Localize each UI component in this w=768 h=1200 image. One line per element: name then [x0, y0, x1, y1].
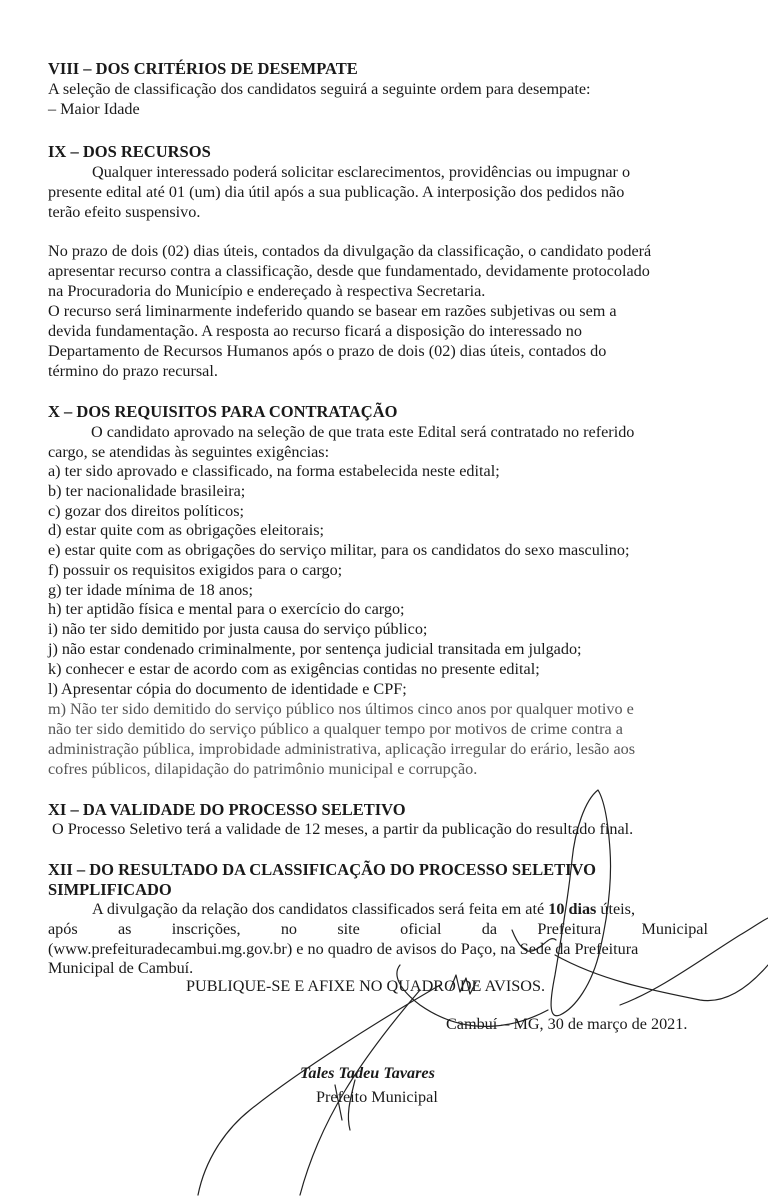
requirement-item-m-line: cofres públicos, dilapidação do patrimônio municipal e corrupção. — [48, 760, 478, 778]
requirement-item-m-line: m) Não ter sido demitido do serviço público nos últimos cinco anos por qualquer motivo e — [48, 700, 634, 718]
requirement-item: h) ter aptidão física e mental para o exercício do cargo; — [48, 600, 405, 618]
section-12-paragraph-line — [92, 900, 635, 919]
requirement-item-m-line: administração pública, improbidade administrativa, aplicação irregular do erário, lesão aos — [48, 740, 636, 758]
section-9-paragraph-2-line: término do prazo recursal. — [48, 362, 218, 380]
section-12-heading-continued: SIMPLIFICADO — [48, 880, 172, 899]
word: inscrições, — [171, 920, 241, 938]
word: da — [481, 920, 498, 938]
requirement-item-m-line: não ter sido demitido do serviço público a qualquer tempo por motivos de crime contra a — [48, 720, 623, 738]
section-11-text: O Processo Seletivo terá a validade de 12 meses, a partir da publicação do resultado final. — [52, 820, 634, 838]
section-12-heading — [48, 860, 708, 879]
requirement-item: c) gozar dos direitos políticos; — [48, 502, 245, 520]
word: Prefeitura — [537, 920, 602, 938]
signer-name: Tales Tadeu Tavares — [300, 1064, 435, 1082]
requirement-item: l) Apresentar cópia do documento de identidade e CPF; — [48, 680, 407, 698]
section-9-paragraph-2-line: na Procuradoria do Município e endereçado à respectiva Secretaria. — [48, 282, 486, 300]
requirement-item: e) estar quite com as obrigações do serviço militar, para os candidatos do sexo masculino; — [48, 541, 630, 559]
section-12-bold-deadline: 10 dias — [548, 900, 597, 918]
section-9-paragraph-2-line: No prazo de dois (02) dias úteis, contados da divulgação da classificação, o candidato poderá — [48, 242, 652, 260]
section-10-intro-line: cargo, se atendidas às seguintes exigências: — [48, 443, 330, 461]
requirement-item: g) ter idade mínima de 18 anos; — [48, 581, 253, 599]
requirement-item: d) estar quite com as obrigações eleitorais; — [48, 521, 324, 539]
requirement-item: j) não estar condenado criminalmente, por sentença judicial transitada em julgado; — [48, 640, 582, 658]
word: as — [117, 920, 132, 938]
word: Municipal — [641, 920, 708, 938]
section-12-text: A divulgação da relação dos candidatos classificados será feita em até — [92, 900, 545, 918]
section-9-paragraph-1-line: presente edital até 01 (um) dia útil após a sua publicação. A interposição dos pedidos não — [48, 183, 625, 201]
section-12-text: úteis, — [600, 900, 636, 918]
requirement-item: i) não ter sido demitido por justa causa do serviço público; — [48, 620, 428, 638]
word: após — [48, 920, 78, 938]
section-8-heading: VIII – DOS CRITÉRIOS DE DESEMPATE — [48, 59, 358, 78]
section-8-text: A seleção de classificação dos candidatos seguirá a seguinte ordem para desempate: — [48, 80, 591, 98]
word: oficial — [400, 920, 442, 938]
section-10-intro-line: O candidato aprovado na seleção de que trata este Edital será contratado no referido — [91, 423, 635, 441]
section-10-heading: X – DOS REQUISITOS PARA CONTRATAÇÃO — [48, 402, 398, 421]
section-12-paragraph-line-justified — [48, 920, 708, 939]
section-9-paragraph-2-line: Departamento de Recursos Humanos após o prazo de dois (02) dias úteis, contados do — [48, 342, 607, 360]
place-and-date: Cambuí – MG, 30 de março de 2021. — [446, 1015, 688, 1033]
section-9-paragraph-2-line: O recurso será liminarmente indeferido quando se basear em razões subjetivas ou sem a — [48, 302, 617, 320]
requirement-item: a) ter sido aprovado e classificado, na forma estabelecida neste edital; — [48, 462, 500, 480]
section-8-item: – Maior Idade — [48, 100, 140, 118]
section-9-paragraph-2-line: apresentar recurso contra a classificação, desde que fundamentado, devidamente protocolado — [48, 262, 650, 280]
section-12-heading-text: XII – DO RESULTADO DA CLASSIFICAÇÃO DO PROCESSO SELETIVO — [48, 860, 596, 879]
requirement-item: b) ter nacionalidade brasileira; — [48, 482, 246, 500]
section-12-paragraph-line: (www.prefeituradecambui.mg.gov.br) e no quadro de avisos do Paço, na Sede da Prefeitura — [48, 940, 639, 958]
section-11-heading: XI – DA VALIDADE DO PROCESSO SELETIVO — [48, 800, 406, 819]
publication-order: PUBLIQUE-SE E AFIXE NO QUADRO DE AVISOS. — [186, 977, 545, 995]
requirement-item: f) possuir os requisitos exigidos para o cargo; — [48, 561, 343, 579]
section-9-paragraph-2-line: devida fundamentação. A resposta ao recurso ficará a disposição do interessado no — [48, 322, 582, 340]
word: site — [337, 920, 360, 938]
section-9-paragraph-1-line: terão efeito suspensivo. — [48, 203, 201, 221]
section-9-paragraph-1-line: Qualquer interessado poderá solicitar esclarecimentos, providências ou impugnar o — [92, 163, 631, 181]
signer-title: Prefeito Municipal — [316, 1088, 438, 1106]
section-12-paragraph-line: Municipal de Cambuí. — [48, 959, 194, 977]
section-9-heading: IX – DOS RECURSOS — [48, 142, 211, 161]
requirement-item: k) conhecer e estar de acordo com as exigências contidas no presente edital; — [48, 660, 540, 678]
word: no — [280, 920, 298, 938]
